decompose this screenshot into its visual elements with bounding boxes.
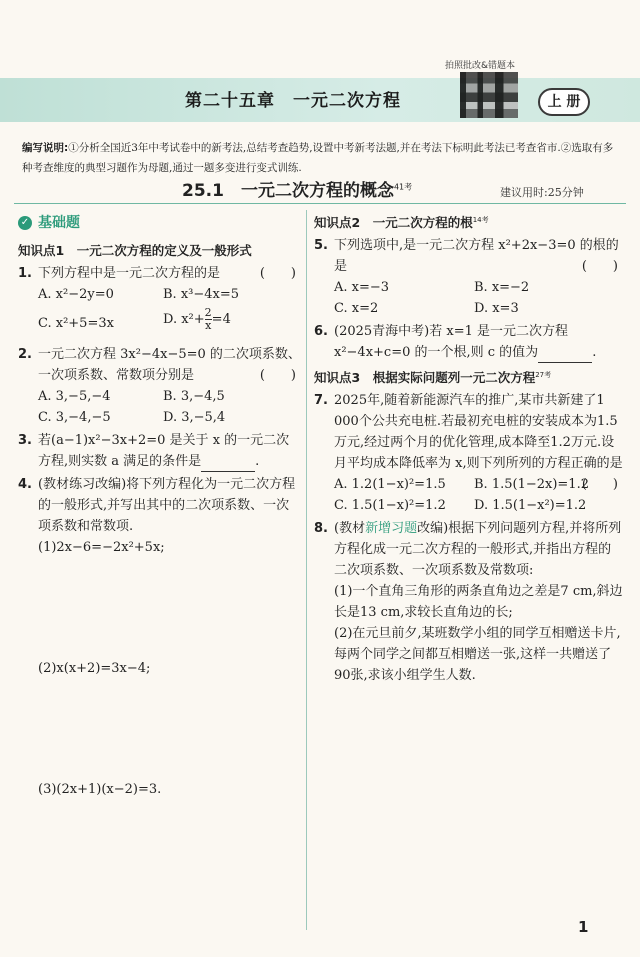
option-a[interactable]: A. x=−3 xyxy=(334,280,390,296)
question-4: 4. (教材练习改编)将下列方程化为一元二次方程的一般形式,并写出其中的二次项系数、一次项系数和常数项. xyxy=(18,477,296,534)
chapter-title: 第二十五章 一元二次方程 xyxy=(185,91,401,111)
qr-code-icon[interactable] xyxy=(460,72,518,118)
question-1: 1. 下列方程中是一元二次方程的是 ( ) xyxy=(18,263,302,284)
answer-bracket[interactable]: ( ) xyxy=(581,477,618,493)
option-a[interactable]: A. 1.2(1−x)²=1.5 xyxy=(334,477,446,493)
question-6: 6. (2025青海中考)若 x=1 是一元二次方程 x²−4x+c=0 的一个根,则 c 的值为 . xyxy=(314,321,624,363)
option-b[interactable]: B. 3,−4,5 xyxy=(163,389,225,404)
option-a[interactable]: A. 3,−5,−4 xyxy=(38,389,111,404)
question-1-options xyxy=(18,284,302,334)
question-4-part-2: (2)x(x+2)=3x−4; xyxy=(38,661,151,676)
knowledge-point-2: 知识点2 一元二次方程的根$^{14考}$ xyxy=(314,215,489,231)
section-title: 25.1 一元二次方程的概念$^{41考}$ xyxy=(182,181,413,201)
question-3: 3. 若(a−1)x²−3x+2=0 是关于 x 的一元二次方程,则实数 a 满足的条件是 . xyxy=(18,430,302,472)
suggested-time: 建议用时:25分钟 xyxy=(500,186,584,199)
option-b[interactable]: B. 1.5(1−2x)=1.2 xyxy=(474,477,589,493)
option-c[interactable]: C. x=2 xyxy=(334,301,379,317)
answer-bracket[interactable]: ( ) xyxy=(259,368,296,383)
option-c[interactable]: C. 1.5(1−x)²=1.2 xyxy=(334,498,446,514)
answer-bracket[interactable]: ( ) xyxy=(259,266,296,281)
title-rule xyxy=(14,203,626,204)
column-divider xyxy=(306,210,307,930)
question-4-part-1: (1)2x−6=−2x²+5x; xyxy=(38,540,165,555)
question-4-part-3: (3)(2x+1)(x−2)=3. xyxy=(38,782,162,797)
editor-note-label: 编写说明: xyxy=(22,142,69,154)
question-2-options xyxy=(18,386,302,428)
editor-note xyxy=(22,138,622,178)
option-d[interactable]: D. x²+ $\frac{2}{x}$ =4 xyxy=(163,306,231,332)
question-8: 8. (教材新增习题改编)根据下列问题列方程,并将所列方程化成一元二次方程的一般形式,并指出方程的二次项系数、一次项系数及常数项: xyxy=(314,521,622,579)
check-icon: ✓ xyxy=(18,216,32,230)
knowledge-point-3: 知识点3 根据实际问题列一元二次方程$^{27考}$ xyxy=(314,370,552,386)
answer-blank[interactable] xyxy=(201,457,255,472)
option-c[interactable]: C. 3,−4,−5 xyxy=(38,410,111,425)
option-d[interactable]: D. x=3 xyxy=(474,301,519,317)
page-number: 1 xyxy=(578,918,589,936)
question-8-part-1: (1)一个直角三角形的两条直角边之差是7 cm,斜边长是13 cm,求较长直角边的长; xyxy=(334,584,623,621)
basic-questions-tag: ✓ 基础题 xyxy=(18,212,80,232)
answer-blank[interactable] xyxy=(538,348,592,363)
option-a[interactable]: A. x²−2y=0 xyxy=(38,287,114,302)
question-2: 2. 一元二次方程 3x²−4x−5=0 的二次项系数、一次项系数、常数项分别是 ( ) xyxy=(18,344,302,386)
question-7: 7. 2025年,随着新能源汽车的推广,某市共新建了1 000个公共充电桩.若最初充电桩的安装成本为1.5万元,经过两个月的优化管理,成本降至1.2万元.设月平均成本降低率为 x,则下列所列的方程正确的是 ( ) xyxy=(314,390,624,474)
section-title-sup: 41考 xyxy=(393,182,413,192)
option-d[interactable]: D. 1.5(1−x²)=1.2 xyxy=(474,498,587,514)
option-b[interactable]: B. x=−2 xyxy=(474,280,530,296)
left-column xyxy=(18,238,302,800)
right-column xyxy=(314,208,624,686)
answer-bracket[interactable]: ( ) xyxy=(581,259,618,275)
knowledge-point-1: 知识点1 一元二次方程的定义及一般形式 xyxy=(18,243,252,258)
option-c[interactable]: C. x²+5=3x xyxy=(38,316,114,331)
editor-note-text: ①分析全国近3年中考试卷中的新考法,总结考查趋势,设置中考新考法题,并在考法下标明此考法已考查省市.②选取有多种考查维度的典型习题作为母题,通过一题多变进行变式训练. xyxy=(22,142,614,174)
question-5-options xyxy=(314,277,624,319)
photo-grading-label: 拍照批改&错题本 xyxy=(445,61,516,71)
volume-badge: 上 册 xyxy=(538,88,590,116)
new-exercise-tag: 新增习题 xyxy=(365,521,418,537)
question-7-options xyxy=(314,474,589,516)
option-b[interactable]: B. x³−4x=5 xyxy=(163,287,240,302)
question-8-part-2: (2)在元旦前夕,某班数学小组的同学互相赠送卡片,每两个同学之间都互相赠送一张,这样一共赠送了90张,求该小组学生人数. xyxy=(334,626,621,684)
option-d[interactable]: D. 3,−5,4 xyxy=(163,410,226,425)
question-5: 5. 下列选项中,是一元二次方程 x²+2x−3=0 的根的是 ( ) xyxy=(314,235,624,277)
